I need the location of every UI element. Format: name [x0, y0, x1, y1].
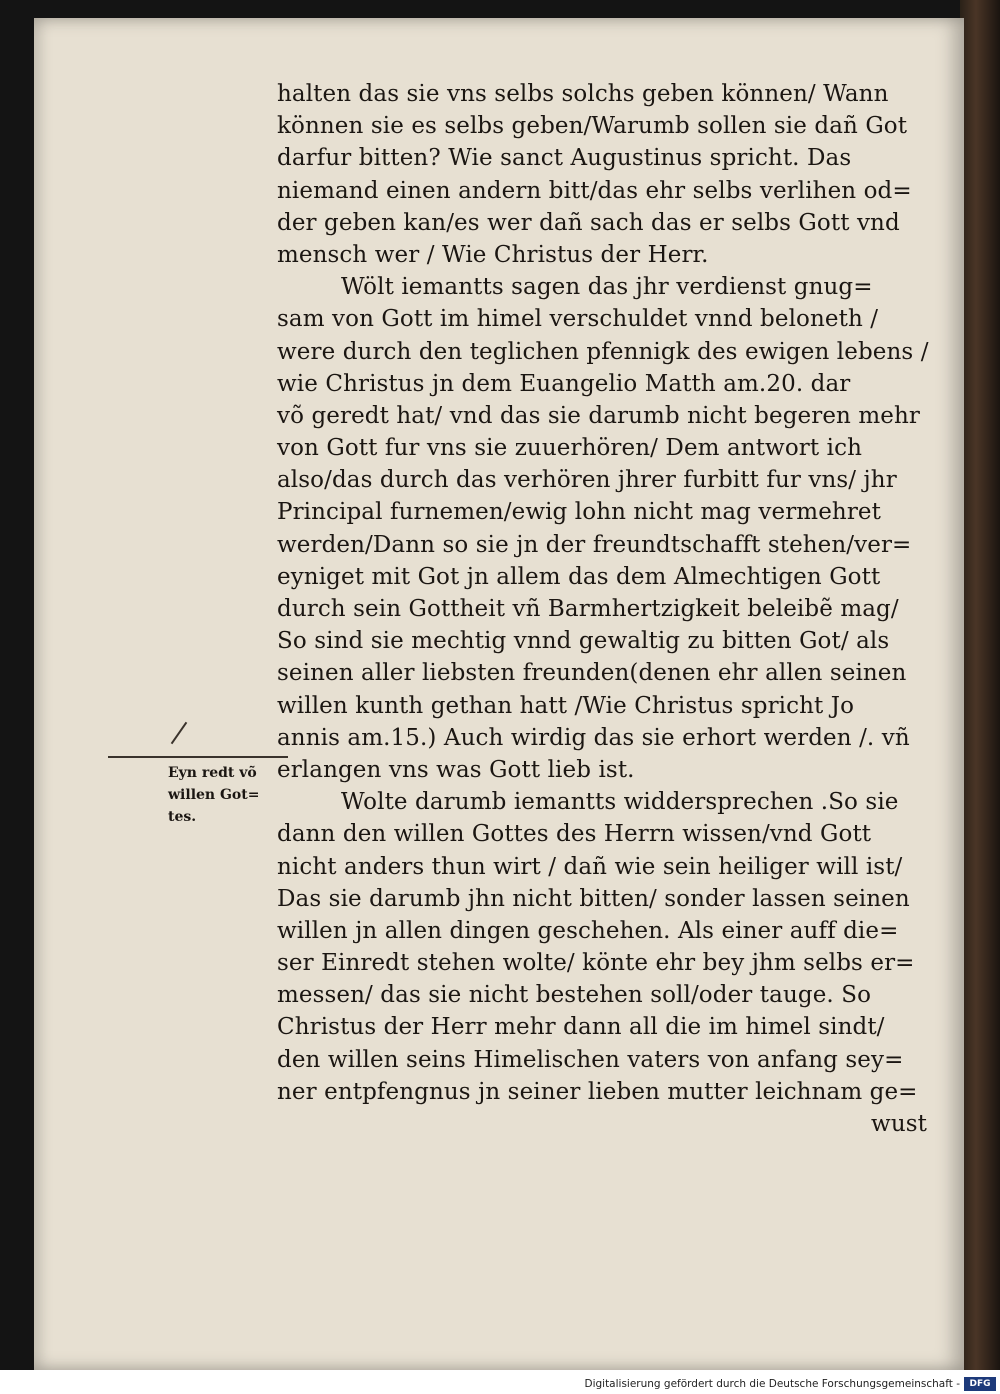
text-line: dann den willen Gottes des Herrn wissen/vnd Gott: [277, 821, 872, 848]
text-line: ner entpfengnus jn seiner lieben mutter leichnam ge=: [277, 1078, 918, 1105]
text-line: mensch wer / Wie Christus der Herr.: [277, 241, 709, 268]
book-edge: [960, 0, 1000, 1370]
text-line: Principal furnemen/ewig lohn nicht mag vermehret: [277, 499, 881, 526]
text-line: sam von Gott im himel verschuldet vnnd beloneth /: [277, 306, 879, 333]
document-page: [34, 18, 964, 1370]
text-line: võ geredt hat/ vnd das sie darumb nicht begeren mehr: [277, 402, 921, 429]
text-line: willen kunth gethan hatt /Wie Christus spricht Jo: [277, 692, 855, 719]
margin-slash-mark: [171, 722, 188, 744]
marginal-note-line: willen Got=: [168, 787, 260, 803]
text-line: wie Christus jn dem Euangelio Matth am.20. dar: [277, 370, 851, 397]
text-line: were durch den teglichen pfennigk des ewigen lebens /: [277, 338, 929, 365]
text-line: Wolte darumb iemantts widdersprechen .So sie: [341, 789, 899, 816]
text-line: durch sein Gottheit vñ Barmhertzigkeit beleibẽ mag/: [277, 596, 899, 622]
marginal-note: [168, 762, 288, 828]
text-line: erlangen vns was Gott lieb ist.: [277, 756, 635, 783]
dfg-logo: DFG: [964, 1377, 996, 1391]
footer-credit: Digitalisierung gefördert durch die Deutsche Forschungsgemeinschaft -: [584, 1378, 960, 1390]
text-line: So sind sie mechtig vnnd gewaltig zu bitten Got/ als: [277, 628, 890, 655]
text-line: nicht anders thun wirt / dañ wie sein heiliger will ist/: [277, 853, 903, 880]
text-line: seinen aller liebsten freunden(denen ehr allen seinen: [277, 660, 907, 687]
text-line: darfur bitten? Wie sanct Augustinus spricht. Das: [277, 145, 852, 172]
catchword: wust: [871, 1111, 927, 1137]
text-line: eyniget mit Got jn allem das dem Almechtigen Gott: [277, 563, 881, 590]
text-line: den willen seins Himelischen vaters von anfang sey=: [277, 1046, 904, 1073]
text-line: Das sie darumb jhn nicht bitten/ sonder lassen seinen: [277, 885, 910, 912]
text-line: willen jn allen dingen geschehen. Als einer auff die=: [277, 917, 899, 944]
body-text: [277, 78, 937, 1140]
text-line: können sie es selbs geben/Warumb sollen sie dañ Got: [277, 113, 908, 140]
marginal-note-line: tes.: [168, 809, 197, 825]
margin-rule: [108, 756, 288, 758]
text-line: also/das durch das verhören jhrer furbitt fur vns/ jhr: [277, 467, 897, 494]
text-line: messen/ das sie nicht bestehen soll/oder tauge. So: [277, 982, 872, 1009]
text-line: halten das sie vns selbs solchs geben können/ Wann: [277, 81, 889, 107]
text-line: der geben kan/es wer dañ sach das er selbs Gott vnd: [277, 209, 900, 236]
text-line: niemand einen andern bitt/das ehr selbs verlihen od=: [277, 177, 912, 204]
text-line: Christus der Herr mehr dann all die im himel sindt/: [277, 1014, 885, 1041]
text-line: annis am.15.) Auch wirdig das sie erhort werden /. vñ: [277, 724, 910, 751]
text-line: von Gott fur vns sie zuuerhören/ Dem antwort ich: [277, 435, 862, 462]
text-line: Wölt iemantts sagen das jhr verdienst gnug=: [341, 274, 873, 301]
text-line: werden/Dann so sie jn der freundtschafft stehen/ver=: [277, 531, 912, 558]
marginal-note-line: Eyn redt võ: [168, 765, 257, 781]
text-line: ser Einredt stehen wolte/ könte ehr bey jhm selbs er=: [277, 950, 915, 977]
